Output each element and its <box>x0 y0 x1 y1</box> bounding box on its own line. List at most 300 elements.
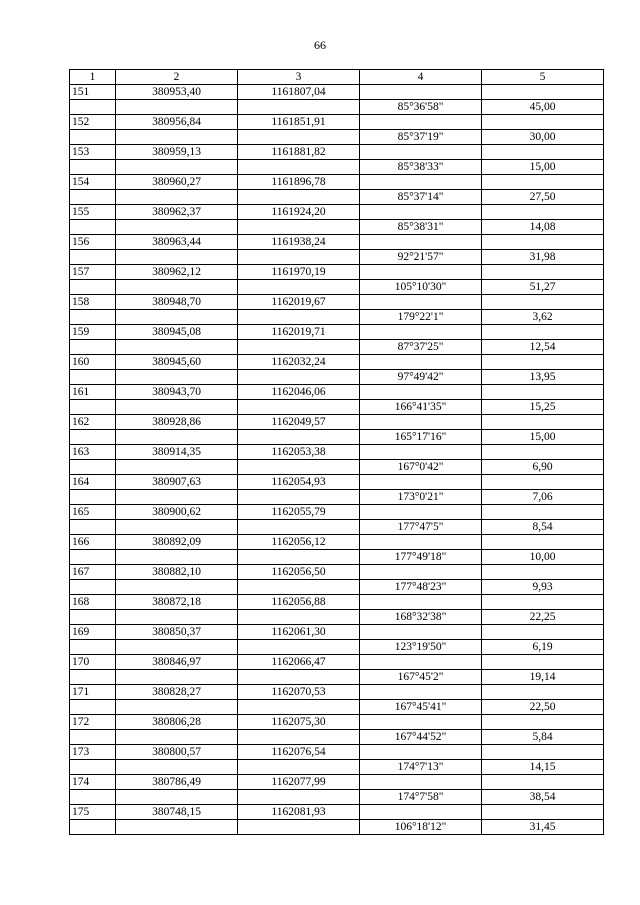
table-cell: 380959,13 <box>116 145 238 160</box>
table-cell: 380962,37 <box>116 205 238 220</box>
table-cell: 166°41'35" <box>360 400 482 415</box>
table-cell: 1162049,57 <box>238 415 360 430</box>
table-cell <box>238 100 360 115</box>
table-cell <box>116 370 238 385</box>
table-cell <box>116 160 238 175</box>
table-cell <box>70 220 116 235</box>
table-row <box>70 790 604 805</box>
table-cell: 380953,40 <box>116 85 238 100</box>
table-cell <box>360 595 482 610</box>
table-cell <box>238 580 360 595</box>
table-cell <box>238 490 360 505</box>
table-cell <box>238 520 360 535</box>
table-cell: 1161896,78 <box>238 175 360 190</box>
table-cell <box>482 295 604 310</box>
table-cell: 164 <box>70 475 116 490</box>
table-row <box>70 580 604 595</box>
table-row <box>70 625 604 640</box>
column-header: 3 <box>238 70 360 85</box>
table-cell <box>360 655 482 670</box>
table-cell <box>238 790 360 805</box>
table-row <box>70 535 604 550</box>
table-cell: 380748,15 <box>116 805 238 820</box>
table-cell <box>482 85 604 100</box>
table-cell: 14,08 <box>482 220 604 235</box>
table-cell <box>238 220 360 235</box>
table-row <box>70 370 604 385</box>
table-cell: 166 <box>70 535 116 550</box>
table-cell <box>238 820 360 835</box>
table-cell <box>360 685 482 700</box>
table-cell <box>482 655 604 670</box>
table-cell <box>238 430 360 445</box>
table-cell: 152 <box>70 115 116 130</box>
table-cell <box>360 175 482 190</box>
table-cell <box>238 550 360 565</box>
table-cell <box>238 280 360 295</box>
table-cell <box>360 265 482 280</box>
table-cell: 380963,44 <box>116 235 238 250</box>
table-cell: 151 <box>70 85 116 100</box>
table-cell: 380900,62 <box>116 505 238 520</box>
table-cell <box>360 235 482 250</box>
table-cell: 167°0'42" <box>360 460 482 475</box>
table-row <box>70 610 604 625</box>
table-cell: 165 <box>70 505 116 520</box>
table-row <box>70 505 604 520</box>
table-cell <box>70 400 116 415</box>
table-cell <box>116 550 238 565</box>
table-cell: 380892,09 <box>116 535 238 550</box>
table-cell: 1162019,71 <box>238 325 360 340</box>
table-cell <box>70 520 116 535</box>
table-cell <box>70 430 116 445</box>
table-row <box>70 340 604 355</box>
table-cell: 1162081,93 <box>238 805 360 820</box>
table-cell: 1162075,30 <box>238 715 360 730</box>
table-cell <box>70 550 116 565</box>
table-cell <box>70 460 116 475</box>
table-cell <box>360 355 482 370</box>
table-row <box>70 250 604 265</box>
table-cell: 85°37'19" <box>360 130 482 145</box>
table-cell: 1162053,38 <box>238 445 360 460</box>
table-row <box>70 415 604 430</box>
table-cell: 6,19 <box>482 640 604 655</box>
table-cell: 380945,60 <box>116 355 238 370</box>
table-cell <box>360 85 482 100</box>
table-cell: 380828,27 <box>116 685 238 700</box>
table-row <box>70 115 604 130</box>
table-cell <box>70 490 116 505</box>
table-cell: 380806,28 <box>116 715 238 730</box>
table-cell <box>116 250 238 265</box>
table-cell: 380960,27 <box>116 175 238 190</box>
table-cell <box>238 460 360 475</box>
table-cell: 380956,84 <box>116 115 238 130</box>
table-cell <box>482 685 604 700</box>
table-cell <box>482 745 604 760</box>
table-cell: 1162076,54 <box>238 745 360 760</box>
table-cell <box>238 250 360 265</box>
table-cell <box>360 745 482 760</box>
table-cell: 1161851,91 <box>238 115 360 130</box>
table-cell <box>70 700 116 715</box>
table-cell: 1161970,19 <box>238 265 360 280</box>
table-cell: 87°37'25" <box>360 340 482 355</box>
table-cell: 1162056,50 <box>238 565 360 580</box>
table-cell: 9,93 <box>482 580 604 595</box>
table-cell: 162 <box>70 415 116 430</box>
table-row <box>70 400 604 415</box>
table-cell: 85°38'33" <box>360 160 482 175</box>
table-cell <box>70 130 116 145</box>
column-header: 2 <box>116 70 238 85</box>
table-row <box>70 490 604 505</box>
table-cell: 160 <box>70 355 116 370</box>
table-cell: 15,00 <box>482 160 604 175</box>
table-row <box>70 130 604 145</box>
table-cell: 1162056,88 <box>238 595 360 610</box>
table-cell: 171 <box>70 685 116 700</box>
table-cell <box>116 310 238 325</box>
table-row <box>70 460 604 475</box>
table-cell <box>360 325 482 340</box>
table-cell: 19,14 <box>482 670 604 685</box>
table-cell <box>116 490 238 505</box>
table-cell: 3,62 <box>482 310 604 325</box>
table-cell <box>482 775 604 790</box>
table-cell <box>116 220 238 235</box>
table-row <box>70 265 604 280</box>
table-cell <box>482 595 604 610</box>
table-cell <box>482 355 604 370</box>
table-cell <box>116 280 238 295</box>
table-cell <box>70 580 116 595</box>
table-cell <box>482 265 604 280</box>
table-cell <box>482 625 604 640</box>
table-cell: 15,00 <box>482 430 604 445</box>
table-row <box>70 190 604 205</box>
table-cell: 51,27 <box>482 280 604 295</box>
table-cell: 380850,37 <box>116 625 238 640</box>
table-cell: 1162077,99 <box>238 775 360 790</box>
table-cell <box>238 310 360 325</box>
table-cell: 10,00 <box>482 550 604 565</box>
table-cell <box>238 400 360 415</box>
table-row <box>70 280 604 295</box>
table-cell: 380786,49 <box>116 775 238 790</box>
table-row <box>70 325 604 340</box>
table-cell: 22,50 <box>482 700 604 715</box>
table-row <box>70 700 604 715</box>
table-row <box>70 520 604 535</box>
table-cell: 1162070,53 <box>238 685 360 700</box>
table-cell <box>238 760 360 775</box>
table-cell: 173°0'21" <box>360 490 482 505</box>
table-cell: 27,50 <box>482 190 604 205</box>
table-cell <box>482 145 604 160</box>
column-header: 4 <box>360 70 482 85</box>
table-cell <box>116 190 238 205</box>
table-cell: 165°17'16" <box>360 430 482 445</box>
table-cell: 8,54 <box>482 520 604 535</box>
table-cell: 31,45 <box>482 820 604 835</box>
table-cell: 163 <box>70 445 116 460</box>
table-cell: 1162054,93 <box>238 475 360 490</box>
table-cell: 174°7'58" <box>360 790 482 805</box>
table-row <box>70 730 604 745</box>
table-cell <box>482 115 604 130</box>
table-cell <box>360 115 482 130</box>
table-cell: 156 <box>70 235 116 250</box>
table-cell: 172 <box>70 715 116 730</box>
table-cell: 169 <box>70 625 116 640</box>
table-cell <box>70 190 116 205</box>
table-cell: 85°38'31" <box>360 220 482 235</box>
table-cell <box>482 565 604 580</box>
table-cell: 380800,57 <box>116 745 238 760</box>
table-cell: 153 <box>70 145 116 160</box>
table-cell: 1162019,67 <box>238 295 360 310</box>
table-cell <box>116 580 238 595</box>
table-cell <box>238 160 360 175</box>
table-row <box>70 145 604 160</box>
table-row <box>70 655 604 670</box>
table-cell: 380928,86 <box>116 415 238 430</box>
table-row <box>70 355 604 370</box>
table-cell <box>360 445 482 460</box>
table-cell: 1161938,24 <box>238 235 360 250</box>
table-cell: 380962,12 <box>116 265 238 280</box>
table-cell <box>360 145 482 160</box>
table-cell <box>70 310 116 325</box>
table-cell: 6,90 <box>482 460 604 475</box>
table-cell: 14,15 <box>482 760 604 775</box>
table-cell: 380948,70 <box>116 295 238 310</box>
table-cell: 105°10'30" <box>360 280 482 295</box>
table-cell <box>238 370 360 385</box>
table-row <box>70 640 604 655</box>
table-cell <box>70 730 116 745</box>
table-cell: 45,00 <box>482 100 604 115</box>
table-cell: 380914,35 <box>116 445 238 460</box>
table-cell <box>360 775 482 790</box>
table-cell: 1162032,24 <box>238 355 360 370</box>
table-cell <box>70 670 116 685</box>
table-cell <box>116 100 238 115</box>
table-row <box>70 775 604 790</box>
table-cell <box>70 820 116 835</box>
table-cell <box>482 805 604 820</box>
column-header: 5 <box>482 70 604 85</box>
table-cell <box>116 700 238 715</box>
table-row <box>70 220 604 235</box>
table-cell <box>482 175 604 190</box>
table-cell <box>238 730 360 745</box>
table-row <box>70 595 604 610</box>
table-cell: 167°44'52" <box>360 730 482 745</box>
table-cell <box>116 730 238 745</box>
table-cell <box>360 475 482 490</box>
coordinates-table <box>69 69 604 835</box>
table-cell <box>116 760 238 775</box>
table-cell <box>116 610 238 625</box>
table-row <box>70 175 604 190</box>
table-row <box>70 670 604 685</box>
table-cell <box>482 445 604 460</box>
table-cell <box>238 130 360 145</box>
table-cell <box>482 535 604 550</box>
table-row <box>70 445 604 460</box>
table-cell <box>360 205 482 220</box>
table-cell: 380907,63 <box>116 475 238 490</box>
table-cell <box>238 670 360 685</box>
table-cell <box>238 610 360 625</box>
table-cell: 31,98 <box>482 250 604 265</box>
table-cell: 15,25 <box>482 400 604 415</box>
table-row <box>70 550 604 565</box>
table-cell <box>238 340 360 355</box>
table-cell <box>238 640 360 655</box>
table-cell: 13,95 <box>482 370 604 385</box>
table-cell: 92°21'57" <box>360 250 482 265</box>
table-cell: 179°22'1" <box>360 310 482 325</box>
table-cell: 380846,97 <box>116 655 238 670</box>
table-cell <box>116 340 238 355</box>
table-row <box>70 160 604 175</box>
table-cell <box>482 505 604 520</box>
table-row <box>70 235 604 250</box>
table-cell <box>360 805 482 820</box>
table-cell: 177°47'5" <box>360 520 482 535</box>
table-cell: 85°36'58" <box>360 100 482 115</box>
table-cell: 157 <box>70 265 116 280</box>
table-cell <box>116 400 238 415</box>
table-row <box>70 85 604 100</box>
table-cell: 177°49'18" <box>360 550 482 565</box>
table-cell: 175 <box>70 805 116 820</box>
table-cell: 123°19'50" <box>360 640 482 655</box>
table-row <box>70 385 604 400</box>
table-row <box>70 760 604 775</box>
table-cell <box>70 760 116 775</box>
table-cell <box>482 205 604 220</box>
table-cell: 380882,10 <box>116 565 238 580</box>
table-row <box>70 805 604 820</box>
table-cell: 1161881,82 <box>238 145 360 160</box>
table-cell <box>116 820 238 835</box>
table-cell: 1162046,06 <box>238 385 360 400</box>
table-cell: 168 <box>70 595 116 610</box>
table-cell <box>70 640 116 655</box>
table-row <box>70 430 604 445</box>
table-cell <box>116 130 238 145</box>
table-cell <box>70 160 116 175</box>
table-cell <box>116 460 238 475</box>
table-cell <box>482 385 604 400</box>
table-cell: 7,06 <box>482 490 604 505</box>
table-cell: 159 <box>70 325 116 340</box>
table-cell <box>360 415 482 430</box>
table-cell <box>360 565 482 580</box>
table-cell <box>360 385 482 400</box>
table-row <box>70 475 604 490</box>
table-cell <box>360 505 482 520</box>
table-cell <box>70 250 116 265</box>
table-cell <box>116 640 238 655</box>
table-cell <box>360 535 482 550</box>
table-row <box>70 685 604 700</box>
table-row <box>70 310 604 325</box>
table-cell: 158 <box>70 295 116 310</box>
table-cell: 1162066,47 <box>238 655 360 670</box>
table-cell <box>116 520 238 535</box>
table-cell <box>482 325 604 340</box>
table-cell: 22,25 <box>482 610 604 625</box>
table-cell <box>482 235 604 250</box>
table-cell <box>360 715 482 730</box>
table-cell: 5,84 <box>482 730 604 745</box>
table-cell <box>238 700 360 715</box>
table-cell: 380872,18 <box>116 595 238 610</box>
table-cell <box>116 790 238 805</box>
table-row <box>70 745 604 760</box>
table-cell <box>482 415 604 430</box>
table-cell: 38,54 <box>482 790 604 805</box>
table-cell: 380943,70 <box>116 385 238 400</box>
table-cell: 106°18'12" <box>360 820 482 835</box>
table-cell: 1161924,20 <box>238 205 360 220</box>
table-cell <box>360 625 482 640</box>
table-cell: 173 <box>70 745 116 760</box>
table-row <box>70 565 604 580</box>
table-cell: 174°7'13" <box>360 760 482 775</box>
table-cell <box>482 715 604 730</box>
page-number: 66 <box>314 38 326 52</box>
table-cell <box>70 340 116 355</box>
table-cell <box>238 190 360 205</box>
table-cell: 30,00 <box>482 130 604 145</box>
table-cell: 167 <box>70 565 116 580</box>
table-cell <box>116 670 238 685</box>
table-row <box>70 205 604 220</box>
table-cell: 1162056,12 <box>238 535 360 550</box>
table-cell: 1161807,04 <box>238 85 360 100</box>
table-cell: 170 <box>70 655 116 670</box>
table-cell: 97°49'42" <box>360 370 482 385</box>
table-cell <box>70 370 116 385</box>
table-cell: 154 <box>70 175 116 190</box>
table-cell: 177°48'23" <box>360 580 482 595</box>
table-cell: 167°45'2" <box>360 670 482 685</box>
table-cell <box>482 475 604 490</box>
table-cell <box>70 610 116 625</box>
table-cell: 161 <box>70 385 116 400</box>
table-cell: 167°45'41" <box>360 700 482 715</box>
table-cell <box>116 430 238 445</box>
table-cell: 1162055,79 <box>238 505 360 520</box>
table-cell: 168°32'38" <box>360 610 482 625</box>
table-header-row <box>70 70 604 85</box>
table-cell: 12,54 <box>482 340 604 355</box>
table-cell <box>70 280 116 295</box>
table-cell: 155 <box>70 205 116 220</box>
table-row <box>70 820 604 835</box>
table-cell: 1162061,30 <box>238 625 360 640</box>
table-body <box>70 85 604 835</box>
table-cell <box>70 790 116 805</box>
